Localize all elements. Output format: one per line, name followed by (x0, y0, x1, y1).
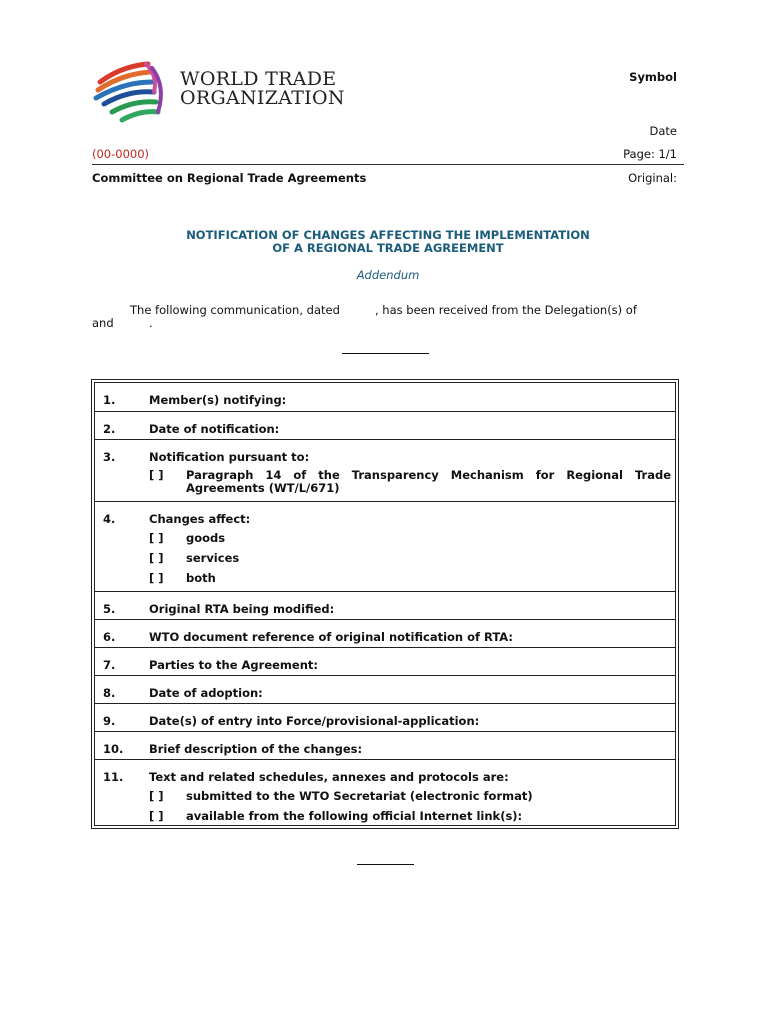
option-text: available from the following official Internet link(s): (186, 809, 523, 823)
wto-logo-icon (92, 56, 176, 130)
row-label: Changes affect: (149, 512, 251, 526)
header-divider (92, 164, 684, 165)
end-rule (357, 864, 414, 865)
intro-part2: , has been received from the Delegation(s) of (375, 303, 637, 317)
wto-logo (92, 56, 345, 130)
checkbox-icon[interactable]: [ ] (149, 551, 164, 565)
notification-table (91, 379, 679, 829)
original-label: Original: (628, 171, 677, 185)
checkbox-icon[interactable]: [ ] (149, 571, 164, 585)
row-label: Date of notification: (149, 422, 280, 436)
table-row (95, 412, 675, 440)
checkbox-icon[interactable]: [ ] (149, 789, 164, 803)
row-number: 9. (103, 714, 116, 728)
table-row (95, 648, 675, 676)
checkbox-icon[interactable]: [ ] (149, 468, 164, 482)
row-number: 2. (103, 422, 116, 436)
row-label: Brief description of the changes: (149, 742, 363, 756)
row-number: 6. (103, 630, 116, 644)
checkbox-option-both[interactable] (149, 571, 216, 585)
table-row (95, 676, 675, 704)
addendum-label: Addendum (356, 268, 420, 282)
symbol-label: Symbol (629, 70, 677, 84)
title-line2: OF A REGIONAL TRADE AGREEMENT (272, 241, 504, 255)
row-label: Text and related schedules, annexes and protocols are: (149, 770, 509, 784)
table-row (95, 732, 675, 760)
title-line1: NOTIFICATION OF CHANGES AFFECTING THE IMPLEMENTATION (186, 228, 590, 242)
row-label: Member(s) notifying: (149, 393, 287, 407)
row-label: WTO document reference of original notification of RTA: (149, 630, 514, 644)
logo-line1: WORLD TRADE (180, 68, 337, 90)
table-row (95, 704, 675, 732)
row-number: 7. (103, 658, 116, 672)
option-text: goods (186, 531, 226, 545)
doc-number: (00-0000) (92, 147, 150, 161)
row-label: Date(s) of entry into Force/provisional-application: (149, 714, 480, 728)
row-number: 8. (103, 686, 116, 700)
checkbox-icon[interactable]: [ ] (149, 531, 164, 545)
checkbox-option-internet-link[interactable] (149, 809, 523, 823)
checkbox-option-services[interactable] (149, 551, 240, 565)
page-label: Page: 1/1 (623, 147, 677, 161)
row-number: 4. (103, 512, 116, 526)
row-number: 1. (103, 393, 116, 407)
checkbox-option-goods[interactable] (149, 531, 226, 545)
document-title (92, 229, 684, 255)
logo-line2: ORGANIZATION (180, 87, 345, 109)
row-label: Date of adoption: (149, 686, 263, 700)
table-row (95, 440, 675, 502)
row-label: Notification pursuant to: (149, 450, 310, 464)
option-text-line2: Agreements (WT/L/671) (186, 481, 340, 495)
row-number: 10. (103, 742, 124, 756)
row-number: 5. (103, 602, 116, 616)
table-row (95, 592, 675, 620)
table-row (95, 620, 675, 648)
row-number: 3. (103, 450, 116, 464)
option-text: submitted to the WTO Secretariat (electronic format) (186, 789, 533, 803)
row-label: Parties to the Agreement: (149, 658, 318, 672)
wto-logo-text (180, 70, 345, 108)
intro-part1: The following communication, dated (130, 303, 340, 317)
table-row (95, 383, 675, 412)
intro-part3: and (92, 316, 114, 330)
row-number: 11. (103, 770, 124, 784)
table-row (95, 502, 675, 592)
committee-name: Committee on Regional Trade Agreements (92, 171, 367, 185)
checkbox-option-transparency[interactable] (149, 468, 185, 482)
option-text: both (186, 571, 216, 585)
option-text-line1: Paragraph 14 of the Transparency Mechanism for Regional Trade (186, 468, 671, 482)
separator-rule (342, 353, 429, 354)
checkbox-option-submitted[interactable] (149, 789, 533, 803)
intro-part4: . (149, 316, 153, 330)
checkbox-icon[interactable]: [ ] (149, 809, 164, 823)
table-row (95, 760, 675, 824)
row-label: Original RTA being modified: (149, 602, 335, 616)
option-text: services (186, 551, 240, 565)
date-label: Date (649, 124, 677, 138)
